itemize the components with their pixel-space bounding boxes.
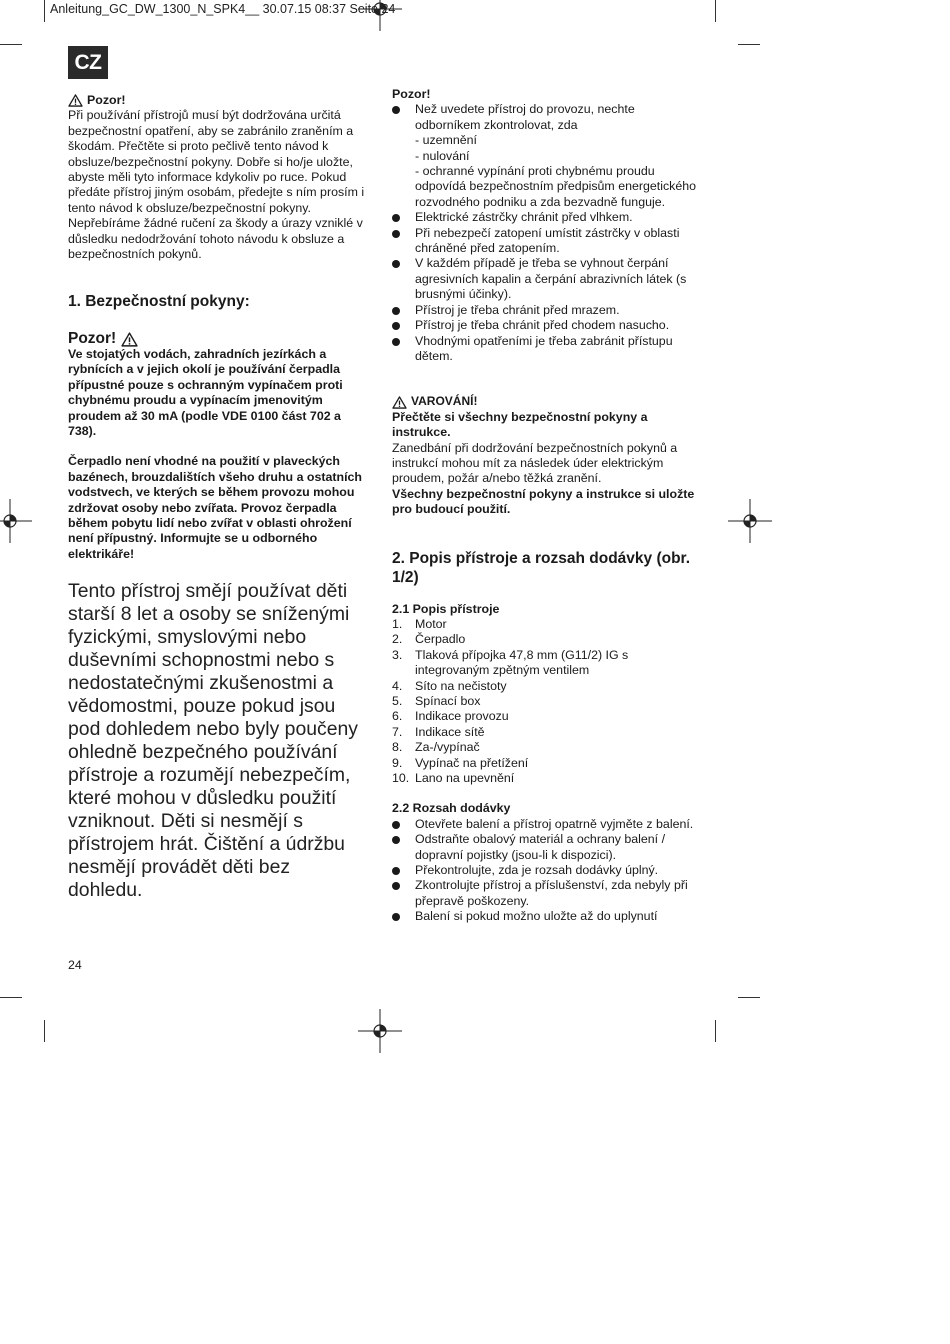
list-item: Odstraňte obalový materiál a ochrany balení / dopravní pojistky (jsou-li k dispozici). bbox=[392, 832, 697, 863]
page-number: 24 bbox=[68, 958, 82, 972]
list-item: 10. Lano na upevnění bbox=[392, 771, 515, 786]
list-item: Balení si pokud možno uložte až do uplynutí bbox=[392, 909, 697, 924]
list-item: Přístroj je třeba chránit před mrazem. bbox=[392, 303, 697, 318]
pozor-heading bbox=[68, 93, 368, 108]
list-item: 8. Za-/vypínač bbox=[392, 740, 480, 755]
pozor-right-title: Pozor! bbox=[392, 87, 431, 101]
list-item: 1. Motor bbox=[392, 616, 447, 631]
children-notice: Tento přístroj smějí používat děti starší 8 let a osoby se sníženými fyzickými, smyslovými nebo duševními schopnostmi nebo s nedostatečnými zkušenostmi a vědomostmi, pouze pokud jsou pod dohledem nebo byly poučeny ohledně bezpečného používání přístroje a rozumějí nebezpečím, které mohou v důsledku použití vzniknout. Děti si nesmějí s přístrojem hrát. Čištění a údržbu nesmějí provádět děti bez dohledu. bbox=[68, 580, 358, 902]
right-column bbox=[392, 87, 697, 925]
print-slug: Anleitung_GC_DW_1300_N_SPK4__ 30.07.15 08:37 Seite 24 bbox=[50, 2, 396, 16]
list-item: Než uvedete přístroj do provozu, nechte odborníkem zkontrolovat, zda - uzemnění - nulování - ochranné vypínání proti chybnému proudu odpovídá bezpečnostním předpisům energetického rozvodného podniku a zda bezvadně funguje. bbox=[392, 102, 697, 210]
warning-heading bbox=[392, 394, 697, 409]
registration-mark-icon bbox=[358, 1009, 402, 1053]
safety-bold-paragraph-2: Čerpadlo není vhodné na použití v plaveckých bazénech, brouzdalištích všeho druhu a ostatních vodstvech, ve kterých se během provozu mohou zdržovat osoby nebo zvířata. Provoz čerpadla během pobytu lidí nebo zvířat v oblasti ohrožení není přípustný. Informujte se u odborného elektrikáře! bbox=[68, 454, 362, 561]
pozor-2-heading bbox=[68, 331, 368, 346]
pozor-title: Pozor! bbox=[87, 93, 126, 107]
warning-triangle-icon bbox=[392, 396, 407, 409]
delivery-bullet-list bbox=[392, 817, 697, 925]
crop-mark bbox=[715, 0, 716, 22]
list-item: Elektrické zástrčky chránit před vlhkem. bbox=[392, 210, 697, 225]
list-item: Při nebezpečí zatopení umístit zástrčky v oblasti chráněné před zatopením. bbox=[392, 226, 697, 257]
subsection-2-2-title: 2.2 Rozsah dodávky bbox=[392, 801, 511, 816]
crop-mark bbox=[0, 44, 22, 45]
registration-mark-icon bbox=[0, 499, 32, 543]
list-item: 9. Vypínač na přetížení bbox=[392, 755, 529, 770]
parts-list bbox=[392, 617, 697, 786]
list-item: Otevřete balení a přístroj opatrně vyjměte z balení. bbox=[392, 817, 697, 832]
pozor-paragraph: Při používání přístrojů musí být dodržována určitá bezpečnostní opatření, aby se zabránilo zraněním a škodám. Přečtěte si proto pečlivě tento návod k obsluze/bezpečnostní pokyny. Dobře si ho/je uložte, abyste měli tyto informace kdykoliv po ruce. Pokud předáte přístroj jiným osobám, předejte s ním prosím i tento návod k obsluze/bezpečnostní pokyny. Nepřebíráme žádné ručení za škody a úrazy vzniklé v důsledku nedodržování tohoto návodu k obsluze a bezpečnostních pokynů. bbox=[68, 108, 365, 262]
subsection-2-1-title: 2.1 Popis přístroje bbox=[392, 601, 500, 616]
warning-bold-2: Všechny bezpečnostní pokyny a instrukce si uložte pro budoucí použití. bbox=[392, 486, 695, 517]
list-item: V každém případě je třeba se vyhnout čerpání agresivních kapalin a čerpání abrazivních látek (s brusnými účinky). bbox=[392, 256, 697, 302]
registration-mark-icon bbox=[728, 499, 772, 543]
crop-mark bbox=[44, 0, 45, 22]
list-item: 2. Čerpadlo bbox=[392, 632, 466, 647]
section-1-title: 1. Bezpečnostní pokyny: bbox=[68, 293, 250, 311]
crop-mark bbox=[738, 44, 760, 45]
list-item: Přístroj je třeba chránit před chodem nasucho. bbox=[392, 318, 697, 333]
list-item: Překontrolujte, zda je rozsah dodávky úplný. bbox=[392, 863, 697, 878]
pozor-2-title: Pozor! bbox=[68, 330, 117, 348]
list-item: Zkontrolujte přístroj a příslušenství, zda nebyly při přepravě poškozeny. bbox=[392, 878, 697, 909]
crop-mark bbox=[44, 1020, 45, 1042]
warning-text: Zanedbání při dodržování bezpečnostních pokynů a instrukcí mohou mít za následek úder elektrickým proudem, požár a/nebo těžká zranění. bbox=[392, 440, 678, 486]
list-item: Vhodnými opatřeními je třeba zabránit přístupu dětem. bbox=[392, 334, 697, 365]
list-item: 4. Síto na nečistoty bbox=[392, 678, 507, 693]
crop-mark bbox=[738, 997, 760, 998]
list-item: 3. Tlaková přípojka 47,8 mm (G11/2) IG s integrovaným zpětným ventilem bbox=[392, 647, 629, 678]
warning-title: VAROVÁNÍ! bbox=[411, 394, 478, 409]
safety-bold-paragraph-1: Ve stojatých vodách, zahradních jezírkách a rybnících a v jejich okolí je používání čerpadla přípustné pouze s ochranným vypínačem proti chybnému proudu a vypínacím jmenovitým proudem až 30 mA (podle VDE 0100 část 702 a 738). bbox=[68, 346, 343, 438]
list-item: 6. Indikace provozu bbox=[392, 709, 509, 724]
warning-bold-1: Přečtěte si všechny bezpečnostní pokyny a instrukce. bbox=[392, 409, 648, 440]
safety-bullet-list bbox=[392, 102, 697, 364]
list-item: 7. Indikace sítě bbox=[392, 724, 485, 739]
section-2-title: 2. Popis přístroje a rozsah dodávky (obr. 1/2) bbox=[392, 549, 691, 586]
warning-triangle-icon bbox=[121, 332, 138, 347]
warning-triangle-icon bbox=[68, 94, 83, 107]
language-badge: CZ bbox=[68, 46, 108, 79]
crop-mark bbox=[0, 997, 22, 998]
crop-mark bbox=[715, 1020, 716, 1042]
left-column bbox=[68, 93, 368, 902]
list-item: 5. Spínací box bbox=[392, 694, 481, 708]
